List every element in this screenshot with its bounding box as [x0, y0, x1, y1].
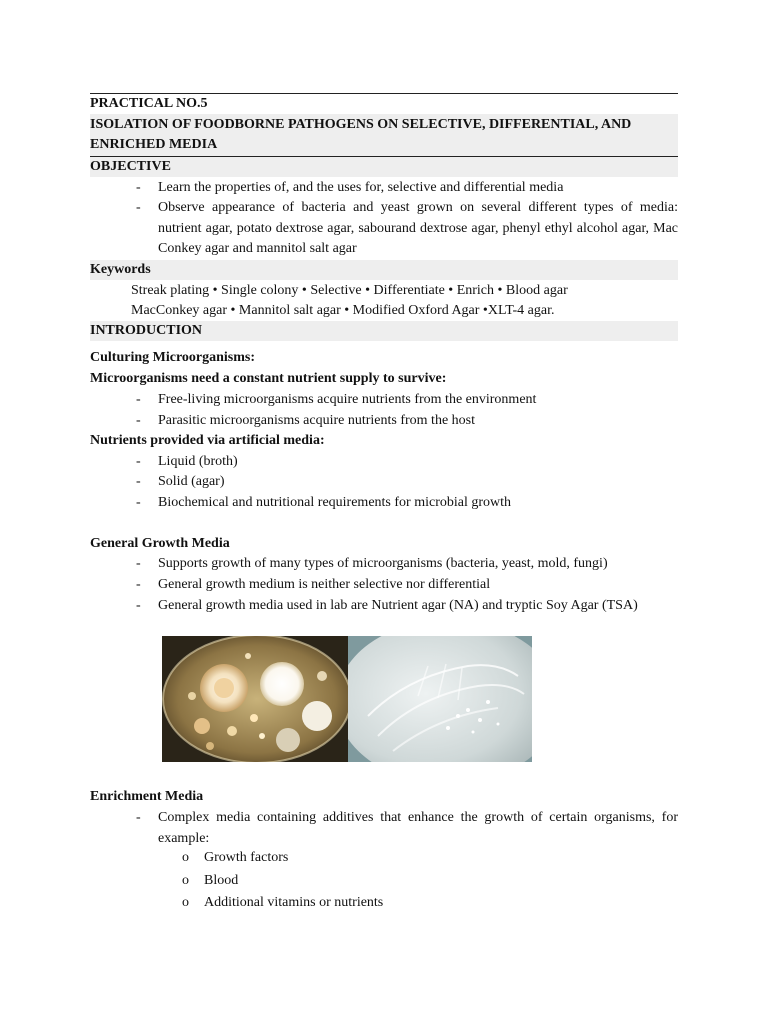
growth-item-3: General growth media used in lab are Nutrient agar (NA) and tryptic Soy Agar (TSA): [158, 598, 638, 613]
o-bullet: o: [182, 850, 189, 865]
introduction-heading: INTRODUCTION: [90, 323, 203, 338]
growth-item-2: General growth medium is neither selective nor differential: [158, 577, 491, 592]
dash-bullet: -: [136, 454, 141, 469]
dash-bullet: -: [136, 200, 141, 215]
dash-bullet: -: [136, 413, 141, 428]
dash-bullet: -: [136, 474, 141, 489]
enrichment-heading: Enrichment Media: [90, 789, 204, 804]
dash-bullet: -: [136, 598, 141, 613]
supply-item-2: Parasitic microorganisms acquire nutrients from the host: [158, 413, 476, 428]
dash-bullet: -: [136, 810, 141, 825]
dash-bullet: -: [136, 556, 141, 571]
objective-heading: OBJECTIVE: [90, 159, 171, 174]
artificial-item-3: Biochemical and nutritional requirements for microbial growth: [158, 495, 512, 510]
keywords-line-2: MacConkey agar • Mannitol salt agar • Modified Oxford Agar •XLT-4 agar.: [131, 303, 555, 318]
enrichment-sub-item-1: Growth factors: [204, 850, 289, 865]
petri-dish-photo-streak: [348, 636, 532, 762]
artificial-item-2: Solid (agar): [158, 474, 225, 489]
nutrient-supply-heading: Microorganisms need a constant nutrient supply to survive:: [90, 371, 447, 386]
dash-bullet: -: [136, 180, 141, 195]
artificial-media-heading: Nutrients provided via artificial media:: [90, 433, 325, 448]
keywords-heading: Keywords: [90, 262, 151, 277]
enrichment-sub-item-3: Additional vitamins or nutrients: [204, 895, 384, 910]
dash-bullet: -: [136, 392, 141, 407]
supply-item-1: Free-living microorganisms acquire nutrients from the environment: [158, 392, 537, 407]
petri-dish-photo-colonies: [162, 636, 348, 762]
practical-number: PRACTICAL NO.5: [90, 96, 208, 111]
objective-item-2: Observe appearance of bacteria and yeast grown on several different types of media: nutrient agar, potato dextrose agar, sabourand dextrose agar, phenyl ethyl alcohol agar, Mac Conkey agar and mannitol salt agar: [158, 200, 678, 256]
page-title-line-2: ENRICHED MEDIA: [90, 137, 218, 152]
growth-item-1: Supports growth of many types of microorganisms (bacteria, yeast, mold, fungi): [158, 556, 608, 571]
objective-item-1: Learn the properties of, and the uses for, selective and differential media: [158, 180, 564, 195]
dash-bullet: -: [136, 577, 141, 592]
o-bullet: o: [182, 873, 189, 888]
enrichment-intro: Complex media containing additives that enhance the growth of certain organisms, for example:: [158, 810, 678, 846]
dash-bullet: -: [136, 495, 141, 510]
artificial-item-1: Liquid (broth): [158, 454, 238, 469]
enrichment-sub-item-2: Blood: [204, 873, 239, 888]
o-bullet: o: [182, 895, 189, 910]
general-growth-heading: General Growth Media: [90, 536, 230, 551]
page-title-line-1: ISOLATION OF FOODBORNE PATHOGENS ON SELECTIVE, DIFFERENTIAL, AND: [90, 117, 632, 132]
keywords-line-1: Streak plating • Single colony • Selective • Differentiate • Enrich • Blood agar: [131, 283, 568, 298]
culturing-heading: Culturing Microorganisms:: [90, 350, 256, 365]
